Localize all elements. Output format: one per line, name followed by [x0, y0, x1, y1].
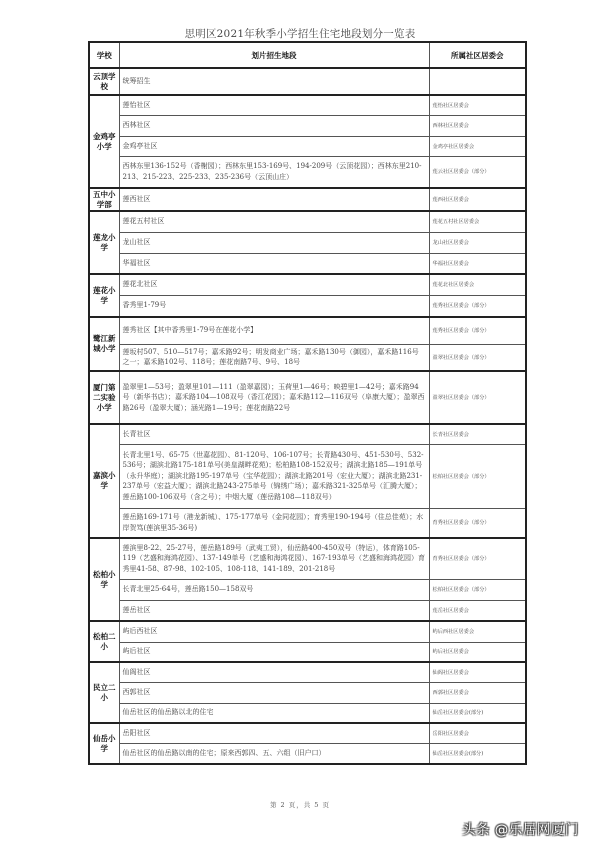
community-cell: 西郭社区居委会: [429, 682, 526, 703]
community-cell: [429, 68, 526, 95]
table-row: [89, 253, 526, 274]
table-row: [89, 723, 526, 743]
area-cell: 长青北里25-64号，莲岳路150—158双号: [119, 579, 429, 600]
area-cell: 莲坂村507、510—517号；嘉禾路92号；明发商业广场；嘉禾路130号（御园），嘉禾路116号之一；嘉禾路102号、118号；莲花南路7号、9号、18号: [119, 344, 429, 371]
community-cell: 龙山社区居委会: [429, 232, 526, 253]
table-row: [89, 508, 526, 538]
table-row: [89, 232, 526, 253]
community-cell: 松柏社区居委会（部分）: [429, 444, 526, 508]
table-row: [89, 371, 526, 424]
community-cell: 屿后西社区居委会: [429, 621, 526, 642]
area-cell: 西郭社区: [119, 682, 429, 703]
watermark: 头条 @乐居网厦门: [462, 822, 579, 838]
header-school: 学校: [89, 42, 119, 68]
school-name-cell: 民立二小: [89, 662, 119, 723]
table-row: [89, 621, 526, 642]
community-cell: 仙阁社区居委会: [429, 662, 526, 682]
area-cell: 莲怡社区: [119, 95, 429, 115]
table-row: [89, 317, 526, 344]
table-row: [89, 274, 526, 295]
school-name-cell: 五中小学部: [89, 188, 119, 211]
community-cell: 莲云社区居委会（部分）: [429, 156, 526, 188]
area-cell: 仙岳社区的仙岳路以南的住宅；原来西郭四、五、六组（旧户口）: [119, 743, 429, 764]
area-cell: 岳阳社区: [119, 723, 429, 743]
community-cell: 莲西社区居委会: [429, 188, 526, 211]
school-name-cell: 金鸡亭小学: [89, 95, 119, 188]
school-district-table: [88, 41, 527, 765]
table-row: [89, 600, 526, 621]
community-cell: 华福社区居委会: [429, 253, 526, 274]
school-name-cell: 莲花小学: [89, 274, 119, 317]
table-row: [89, 156, 526, 188]
community-cell: 屿后社区居委会: [429, 642, 526, 662]
table-row: [89, 444, 526, 508]
table-row: [89, 424, 526, 444]
area-cell: 仙岳社区的仙岳路以北的住宅: [119, 703, 429, 723]
community-cell: 金鸡亭社区居委会: [429, 136, 526, 156]
area-cell: 莲秀社区【其中香秀里1-79号在莲花小学】: [119, 317, 429, 344]
school-name-cell: 松柏二小: [89, 621, 119, 662]
school-name-cell: 仙岳小学: [89, 723, 119, 764]
area-cell: 莲花北社区: [119, 274, 429, 295]
school-name-cell: 鹭江新城小学: [89, 317, 119, 371]
community-cell: 岳阳社区居委会: [429, 723, 526, 743]
area-cell: 龙山社区: [119, 232, 429, 253]
area-cell: 仙阁社区: [119, 662, 429, 682]
table-row: [89, 136, 526, 156]
area-cell: 长青社区: [119, 424, 429, 444]
table-row: [89, 115, 526, 136]
community-cell: 莲秀社区居委会（部分）: [429, 317, 526, 344]
area-cell: 莲岳社区: [119, 600, 429, 621]
area-cell: 莲岳路169-171号（港龙新城）、175-177单号（金同花园）；育秀里190-194号（住总佳苑）；水岸贺笃(莲滨里35-36号): [119, 508, 429, 538]
community-cell: 莲秀社区居委会（部分）: [429, 295, 526, 317]
area-cell: 屿后西社区: [119, 621, 429, 642]
community-cell: 莲花五村社区居委会: [429, 211, 526, 232]
school-name-cell: 莲龙小学: [89, 211, 119, 274]
area-cell: 屿后社区: [119, 642, 429, 662]
community-cell: 莲花北社区居委会: [429, 274, 526, 295]
area-cell: 香秀里1-79号: [119, 295, 429, 317]
area-cell: 统筹招生: [119, 68, 429, 95]
table-row: [89, 579, 526, 600]
table-row: [89, 95, 526, 115]
community-cell: 西林社区居委会: [429, 115, 526, 136]
table-row: [89, 538, 526, 579]
table-row: [89, 682, 526, 703]
school-name-cell: 厦门第二实验小学: [89, 371, 119, 424]
community-cell: 育秀社区居委会（部分）: [429, 508, 526, 538]
area-cell: 盈翠里1—53号；盈翠里101—111（盈翠嘉园）；玉荷里1—46号；映碧里1—42号；嘉禾路94号（新华书店）；嘉禾路104—108双号（香江花园）；嘉禾路112—116双号（阜康大厦）；盈翠西路26号（盈翠大厦）；涵光路1—19号；莲花南路22号: [119, 371, 429, 424]
community-cell: 盈翠社区居委会（部分）: [429, 344, 526, 371]
school-name-cell: 松柏小学: [89, 538, 119, 621]
community-cell: 莲怡社区居委会: [429, 95, 526, 115]
community-cell: 仙岳社区居委会(部分): [429, 703, 526, 723]
table-row: [89, 662, 526, 682]
header-community: 所属社区居委会: [429, 42, 526, 68]
page-number: 第 2 页，共 5 页: [269, 801, 331, 809]
area-cell: 莲花五村社区: [119, 211, 429, 232]
table-row: [89, 344, 526, 371]
community-cell: 长青社区居委会: [429, 424, 526, 444]
community-cell: 盈翠社区居委会（部分）: [429, 371, 526, 424]
area-cell: 莲西社区: [119, 188, 429, 211]
table-body: [89, 68, 526, 764]
area-cell: 莲滨里8-22、25-27号，莲岳路189号（武夷工贸），仙岳路400-450双号（特运），体育路105-119（艺盛和海鸿花园）、137-149单号（艺盛和海鸿花园）、167-193单号（艺盛和海鸿花园）育秀里41-58、87-98、102-105、108-118、141-189、201-218号: [119, 538, 429, 579]
document-title: 思明区2021年秋季小学招生住宅地段划分一览表: [184, 28, 416, 40]
header-area: 划片招生地段: [119, 42, 429, 68]
table-row: [89, 295, 526, 317]
table-header-row: [89, 42, 526, 68]
community-cell: 育秀社区居委会（部分）: [429, 538, 526, 579]
table-row: [89, 211, 526, 232]
table-row: [89, 743, 526, 764]
school-name-cell: 嘉滨小学: [89, 424, 119, 538]
community-cell: 莲岳社区居委会: [429, 600, 526, 621]
area-cell: 西林东里136-152号（香榭园）；西林东里153-169号、194-209号（云顶花园）；西林东里210-213、215-223、225-233、235-236号（云顶山庄）: [119, 156, 429, 188]
school-name-cell: 云顶学校: [89, 68, 119, 95]
table-row: [89, 703, 526, 723]
community-cell: 松柏社区居委会（部分）: [429, 579, 526, 600]
area-cell: 长青北里1号、65-75（世嘉花园）、81-120号、106-107号；长青路430号、451-530号、532-536号；湖滨北路175-181单号(美皇湖畔花苑)；松柏路108-152双号；湖滨北路185—191单号（永升华庭）；湖滨北路195-197单号（宝华花园）；湖滨北路201号（宏业大厦）；湖滨北路231-237单号（宏益大厦）；湖滨北路243-275单号（锦绣广场）；嘉禾路321-325单号（汇腾大厦）；莲岳路100-106双号（含之号）；中烟大厦（莲岳路108—118双号）: [119, 444, 429, 508]
table-row: [89, 188, 526, 211]
area-cell: 金鸡亭社区: [119, 136, 429, 156]
community-cell: 仙岳社区居委会(部分): [429, 743, 526, 764]
table-row: [89, 642, 526, 662]
area-cell: 西林社区: [119, 115, 429, 136]
table-row: [89, 68, 526, 95]
area-cell: 华福社区: [119, 253, 429, 274]
